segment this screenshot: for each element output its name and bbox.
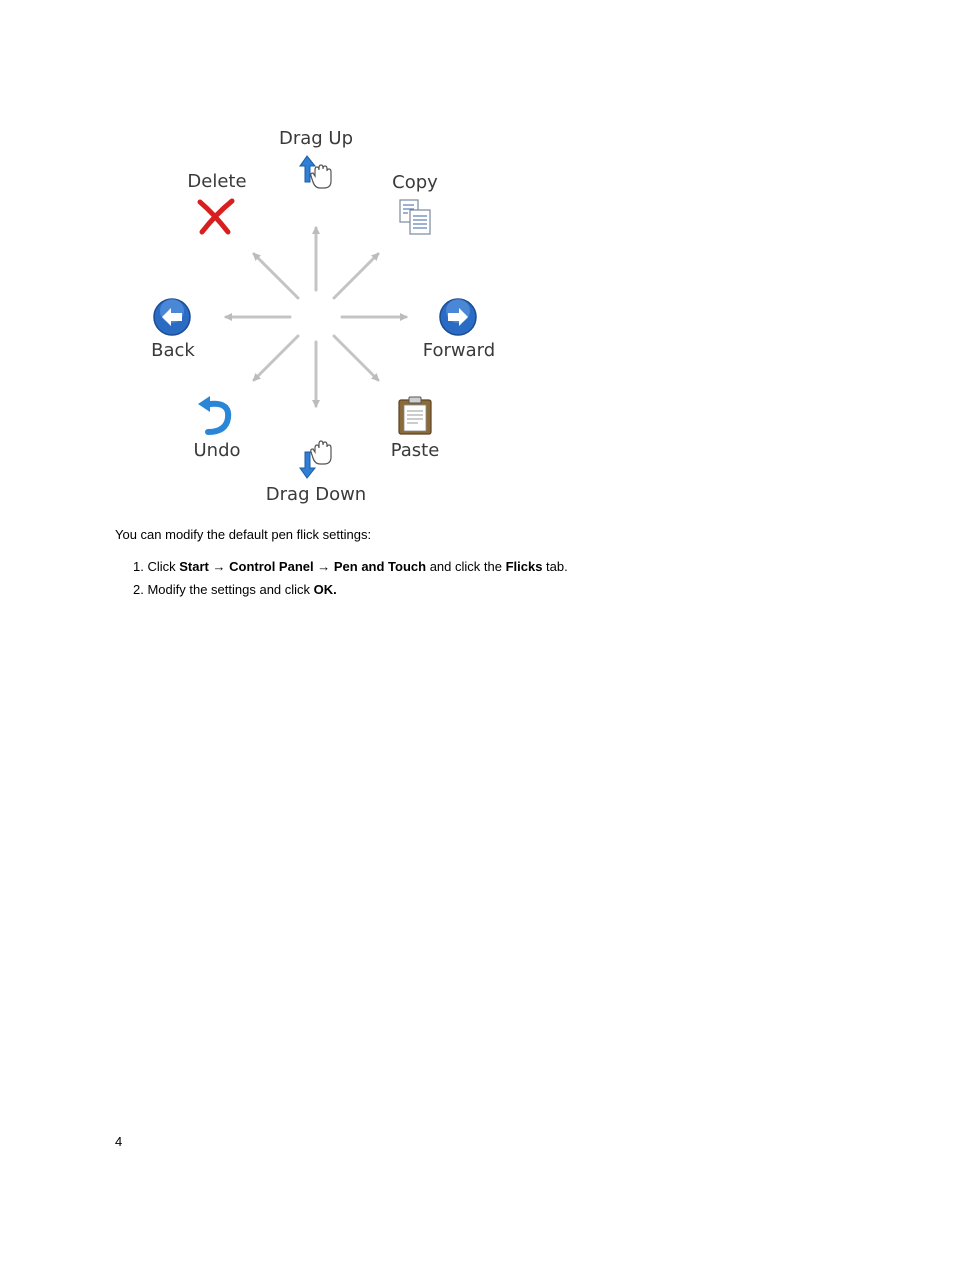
label-delete: Delete — [187, 171, 247, 192]
control-panel-ref: Control Panel — [229, 559, 314, 574]
menu-arrow: → — [313, 559, 334, 574]
step-number: 1. — [133, 559, 144, 574]
start-ref: Start — [179, 559, 209, 574]
step-text: tab. — [542, 559, 568, 574]
copy-icon — [398, 198, 434, 236]
paste-clipboard-icon — [396, 396, 434, 436]
label-back: Back — [151, 340, 195, 361]
label-drag-up: Drag Up — [278, 128, 354, 149]
arrow-down-right — [334, 336, 378, 380]
arrow-up-right — [334, 254, 378, 298]
label-forward: Forward — [422, 340, 496, 361]
label-drag-down: Drag Down — [265, 484, 367, 505]
step-number: 2. — [133, 582, 144, 597]
arrow-up-left — [254, 254, 298, 298]
label-undo: Undo — [193, 440, 241, 461]
label-paste: Paste — [390, 440, 440, 461]
delete-x-icon — [196, 198, 236, 236]
back-arrow-icon — [152, 297, 192, 337]
forward-arrow-icon — [438, 297, 478, 337]
menu-arrow: → — [208, 559, 230, 574]
label-copy: Copy — [392, 172, 438, 193]
step-text: Modify the settings and click — [147, 582, 314, 597]
flicks-tab-ref: Flicks — [505, 559, 543, 574]
step-1 — [133, 559, 568, 582]
arrow-down-left — [254, 336, 298, 380]
page-number: 4 — [115, 1134, 123, 1149]
step-text: Click — [147, 559, 180, 574]
drag-down-hand-icon — [298, 438, 334, 480]
ok-ref: OK. — [313, 582, 337, 597]
pen-flicks-figure — [140, 120, 510, 515]
drag-up-hand-icon — [298, 154, 334, 192]
step-2 — [133, 582, 568, 605]
pen-and-touch-ref: Pen and Touch — [333, 559, 427, 574]
intro-text: You can modify the default pen flick settings: — [115, 527, 372, 542]
step-text: and click the — [426, 559, 506, 574]
steps-list — [133, 559, 568, 605]
undo-icon — [196, 396, 234, 436]
